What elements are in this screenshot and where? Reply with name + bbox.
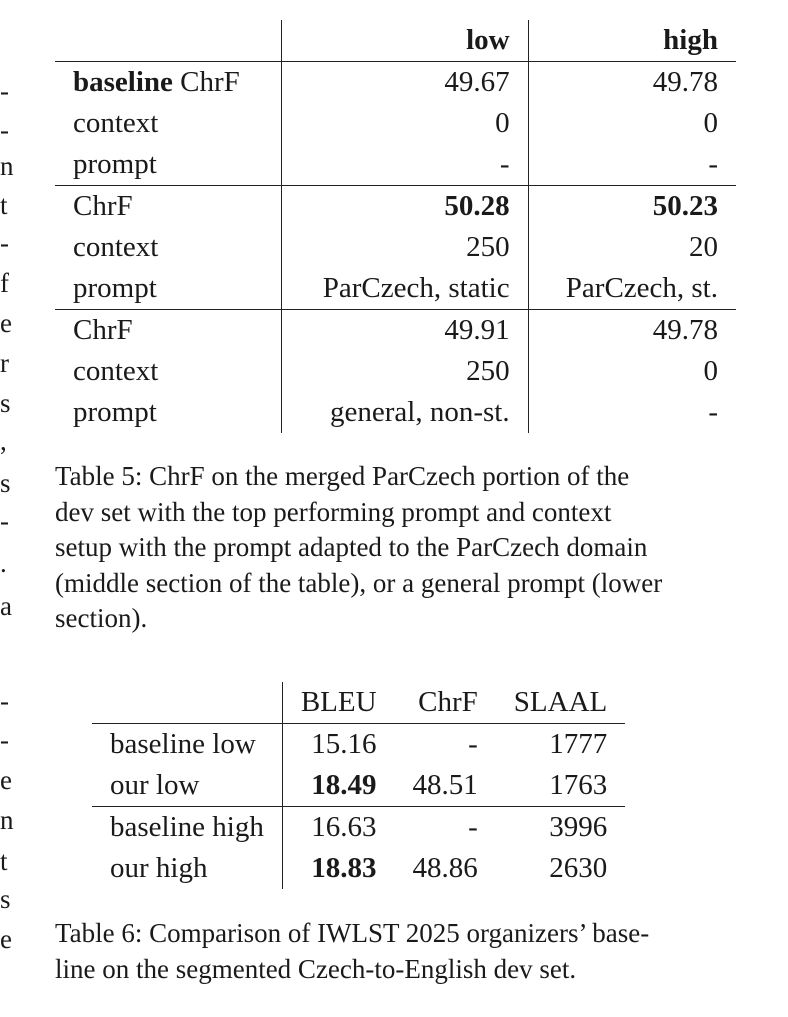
row-label: prompt: [73, 148, 157, 180]
left-column-edge: [0, 0, 12, 1017]
table-row: [55, 392, 736, 433]
cell-low: 49.91: [282, 310, 529, 352]
header-empty: [55, 20, 282, 62]
cell-slaal: 1777: [496, 724, 625, 766]
edge-char: s: [0, 884, 11, 914]
cell-bleu: [282, 848, 394, 889]
table-row: [55, 62, 736, 104]
edge-char: -: [0, 115, 9, 145]
row-label: our high: [92, 848, 282, 889]
cell-high: 0: [528, 351, 736, 392]
best-value: 50.28: [444, 190, 510, 222]
header-high: high: [528, 20, 736, 62]
edge-char: -: [0, 228, 9, 258]
row-label: context: [73, 107, 159, 139]
cell-chrf: 48.86: [412, 852, 478, 884]
caption-line: dev set with the top performing prompt and context: [55, 496, 612, 527]
edge-char: ,: [0, 426, 7, 456]
edge-char: -: [0, 686, 9, 716]
header-bleu: BLEU: [300, 686, 377, 718]
table-row: [92, 765, 625, 807]
edge-char: -: [0, 506, 9, 536]
row-label-bold: baseline: [73, 66, 173, 98]
cell-slaal: 3996: [496, 807, 625, 849]
edge-char: n: [0, 805, 14, 835]
caption-line: section).: [55, 603, 148, 634]
cell-low: ParCzech, static: [282, 268, 529, 310]
cell-chrf: -: [395, 807, 496, 849]
cell-low: 49.67: [282, 62, 529, 104]
table-row: [92, 848, 625, 889]
table-row: [55, 103, 736, 144]
row-label: our low: [92, 765, 282, 807]
table-6-header-row: [92, 682, 625, 724]
header-low: low: [282, 20, 529, 62]
best-value: 50.23: [652, 190, 718, 222]
header-empty: [92, 682, 282, 724]
edge-char: a: [0, 591, 12, 621]
edge-char: s: [0, 388, 11, 418]
edge-char: -: [0, 76, 9, 106]
cell-low: -: [282, 144, 529, 186]
best-value: 18.49: [311, 769, 377, 801]
cell-slaal: 1763: [549, 769, 608, 801]
table-row: [92, 724, 625, 766]
cell-low: 250: [282, 351, 529, 392]
table-5-header-row: [55, 20, 736, 62]
row-label: baseline high: [92, 807, 282, 849]
cell-high: [528, 186, 736, 228]
cell-low: [282, 186, 529, 228]
table-row: [92, 807, 625, 849]
edge-char: t: [0, 190, 8, 220]
row-label: prompt: [73, 396, 157, 428]
cell-chrf: 48.51: [412, 769, 478, 801]
table-5-caption: [55, 459, 715, 637]
caption-line: setup with the prompt adapted to the ParCzech domain: [55, 532, 648, 563]
table-row: [55, 144, 736, 186]
edge-char: r: [0, 348, 9, 378]
row-label: context: [73, 355, 159, 387]
edge-char: t: [0, 846, 8, 876]
edge-char: -: [0, 725, 9, 755]
table-6: [92, 682, 625, 889]
row-label: baseline low: [92, 724, 282, 766]
cell-high: 49.78: [528, 62, 736, 104]
header-slaal: SLAAL: [513, 686, 608, 718]
table-row: [55, 268, 736, 310]
cell-slaal: 2630: [549, 852, 608, 884]
cell-low: 0: [282, 103, 529, 144]
row-label: [55, 62, 282, 104]
table-row: [55, 186, 736, 228]
cell-chrf: -: [395, 724, 496, 766]
table-row: [55, 310, 736, 352]
row-label-rest: ChrF: [172, 66, 240, 98]
cell-bleu: 15.16: [282, 724, 394, 766]
row-label: context: [73, 231, 159, 263]
edge-char: f: [0, 268, 9, 298]
edge-char: e: [0, 308, 12, 338]
cell-high: -: [528, 144, 736, 186]
header-chrf: ChrF: [418, 686, 478, 718]
table-6-caption: [55, 916, 715, 987]
cell-high: ParCzech, st.: [528, 268, 736, 310]
edge-char: e: [0, 924, 12, 954]
caption-line: Table 6: Comparison of IWLST 2025 organizers’ base-: [55, 918, 650, 948]
edge-char: s: [0, 468, 11, 498]
edge-char: .: [0, 548, 7, 578]
table-row: [55, 351, 736, 392]
cell-high: 20: [528, 227, 736, 268]
cell-high: 49.78: [528, 310, 736, 352]
cell-bleu: 16.63: [282, 807, 394, 849]
edge-char: n: [0, 151, 14, 181]
table-5: [55, 20, 736, 433]
best-value: 18.83: [311, 852, 377, 884]
row-label: ChrF: [55, 310, 282, 352]
edge-char: e: [0, 765, 12, 795]
cell-low: 250: [282, 227, 529, 268]
cell-bleu: [282, 765, 394, 807]
caption-line: Table 5: ChrF on the merged ParCzech portion of the: [55, 461, 630, 491]
cell-high: -: [528, 392, 736, 433]
cell-high: 0: [528, 103, 736, 144]
row-label: ChrF: [55, 186, 282, 228]
caption-line: (middle section of the table), or a general prompt (lower: [55, 567, 663, 598]
row-label: prompt: [73, 272, 157, 304]
cell-low: general, non-st.: [282, 392, 529, 433]
caption-line: line on the segmented Czech-to-English dev set.: [55, 953, 577, 984]
table-row: [55, 227, 736, 268]
